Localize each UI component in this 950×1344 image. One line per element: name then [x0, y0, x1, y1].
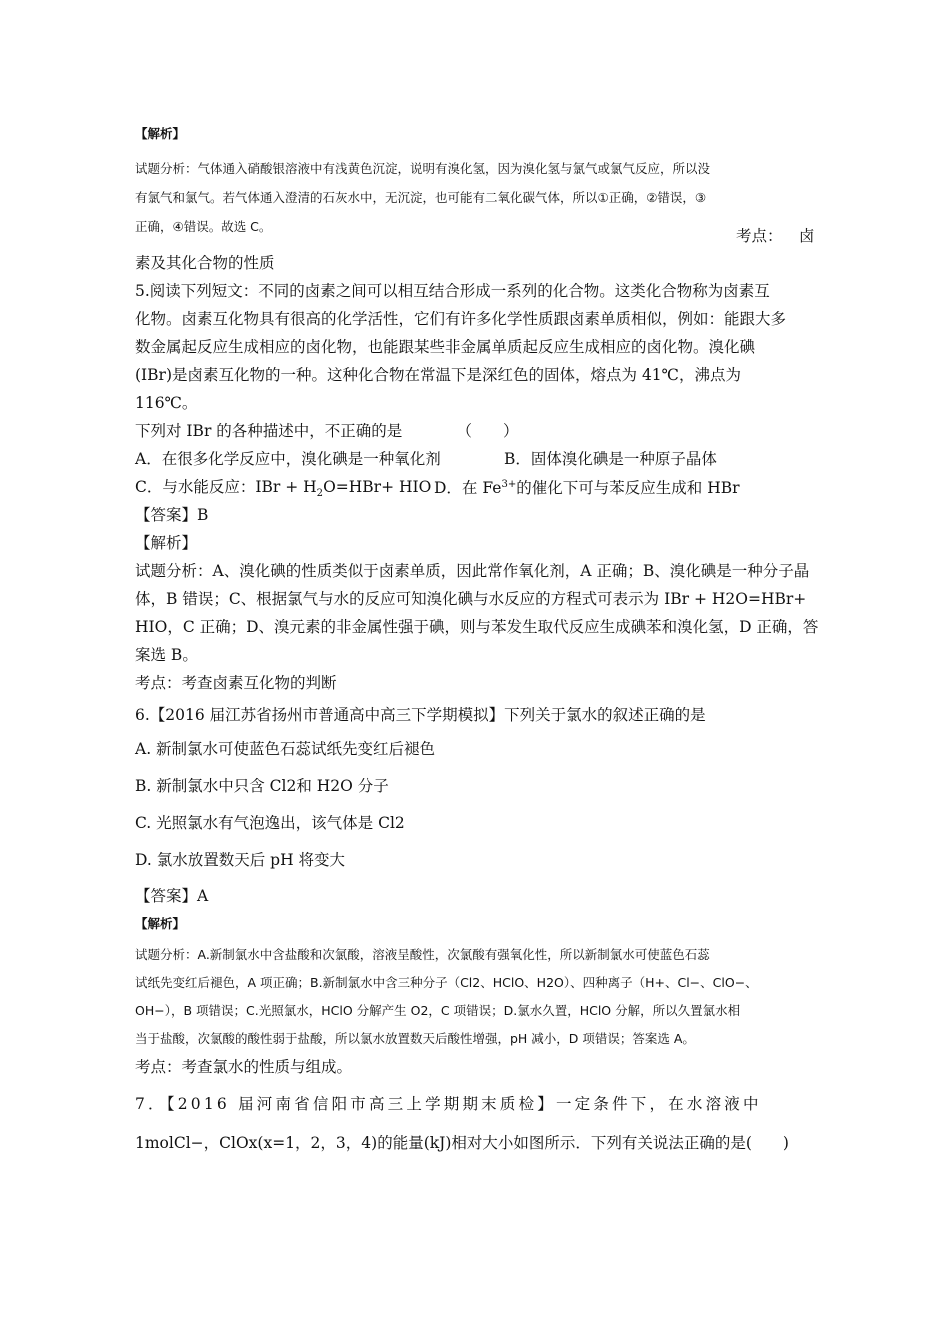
- q5-option-a: A．在很多化学反应中，溴化碘是一种氧化剂: [135, 450, 441, 468]
- q5-option-c: C．与水能反应：IBr + $H_2O=HBr+$ HIO: [135, 478, 432, 500]
- q5-kaodian: 考点：考查卤素互化物的判断: [135, 674, 337, 692]
- q5-answer: 【答案】B: [135, 506, 209, 524]
- q4-analysis-line-1: 试题分析：气体通入硝酸银溶液中有浅黄色沉淀，说明有溴化氢，因为溴化氢与氯气或氯气反应，所以没: [135, 161, 711, 176]
- q6-option-a: A. 新制氯水可使蓝色石蕊试纸先变红后褪色: [135, 740, 436, 758]
- q5-analysis-line-1: 试题分析：A、溴化碘的性质类似于卤素单质，因此常作氧化剂，A 正确；B、溴化碘是一种分子晶: [135, 562, 810, 580]
- q6-kaodian: 考点：考查氯水的性质与组成。: [135, 1058, 353, 1076]
- q5-analysis-line-4: 案选 B。: [135, 646, 198, 664]
- q5-analysis-heading: 【解析】: [135, 534, 198, 552]
- q6-analysis-line-3: OH−），B 项错误；C.光照氯水，HClO 分解产生 O2，C 项错误；D.氯水久置，HClO 分解，所以久置氯水相: [135, 1003, 741, 1018]
- q4-analysis-heading: 【解析】: [135, 126, 186, 141]
- q4-kaodian-label: 考点：: [736, 227, 783, 245]
- q4-kaodian-tail: 卤: [799, 227, 815, 245]
- q5-analysis-line-3: HIO，C 正确；D、溴元素的非金属性强于碘，则与苯发生取代反应生成碘苯和溴化氢，D 正确，答: [135, 618, 819, 636]
- q5-stem-line-3: 数金属起反应生成相应的卤化物，也能跟某些非金属单质起反应生成相应的卤化物。溴化碘: [135, 338, 756, 356]
- q4-analysis-line-3: 正确，④错误。故选 C。: [135, 219, 272, 234]
- q6-stem: 6.【2016 届江苏省扬州市普通高中高三下学期模拟】下列关于氯水的叙述正确的是: [135, 706, 706, 724]
- q5-stem-line-4: (IBr)是卤素互化物的一种。这种化合物在常温下是深红色的固体，熔点为 41℃，沸点为: [135, 366, 742, 384]
- q5-option-d: D．在 $Fe^{3+}$的催化下可与苯反应生成和 HBr: [434, 479, 740, 498]
- q5-stem-line-1: 5.阅读下列短文：不同的卤素之间可以相互结合形成一系列的化合物。这类化合物称为卤素互: [135, 282, 770, 300]
- q7-stem-line-1: 7．【2016 届河南省信阳市高三上学期期末质检】一定条件下，在水溶液中: [135, 1095, 762, 1113]
- q6-option-c: C. 光照氯水有气泡逸出，该气体是 Cl2: [135, 814, 405, 832]
- q6-answer: 【答案】A: [135, 887, 209, 905]
- q5-question: 下列对 IBr 的各种描述中，不正确的是 （ ）: [135, 422, 519, 440]
- q6-analysis-line-2: 试纸先变红后褪色，A 项正确；B.新制氯水中含三种分子（Cl2、HClO、H2O）、四种离子（H+、Cl−、ClO−、: [135, 975, 758, 990]
- q6-option-b: B. 新制氯水中只含 Cl2和 H2O 分子: [135, 777, 389, 795]
- q4-kaodian-cont: 素及其化合物的性质: [135, 254, 275, 272]
- q4-analysis-line-2: 有氯气和氯气。若气体通入澄清的石灰水中，无沉淀，也可能有二氧化碳气体，所以①正确，②错误，③: [135, 190, 707, 205]
- q6-analysis-line-4: 当于盐酸，次氯酸的酸性弱于盐酸，所以氯水放置数天后酸性增强，pH 减小，D 项错误；答案选 A。: [135, 1031, 695, 1046]
- q7-stem-line-2: 1molCl−，ClOx(x=1，2，3，4)的能量(kJ)相对大小如图所示．下列有关说法正确的是( ): [135, 1134, 789, 1152]
- q6-analysis-heading: 【解析】: [135, 916, 186, 931]
- q5-stem-line-5: 116℃。: [135, 394, 198, 412]
- q5-stem-line-2: 化物。卤素互化物具有很高的化学活性，它们有许多化学性质跟卤素单质相似，例如：能跟大多: [135, 310, 787, 328]
- q6-option-d: D. 氯水放置数天后 pH 将变大: [135, 851, 346, 869]
- q6-analysis-line-1: 试题分析：A.新制氯水中含盐酸和次氯酸，溶液呈酸性，次氯酸有强氧化性，所以新制氯水可使蓝色石蕊: [135, 947, 710, 962]
- q5-option-b: B．固体溴化碘是一种原子晶体: [504, 450, 717, 468]
- q5-analysis-line-2: 体，B 错误；C、根据氯气与水的反应可知溴化碘与水反应的方程式可表示为 IBr + H2O=HBr+: [135, 590, 807, 608]
